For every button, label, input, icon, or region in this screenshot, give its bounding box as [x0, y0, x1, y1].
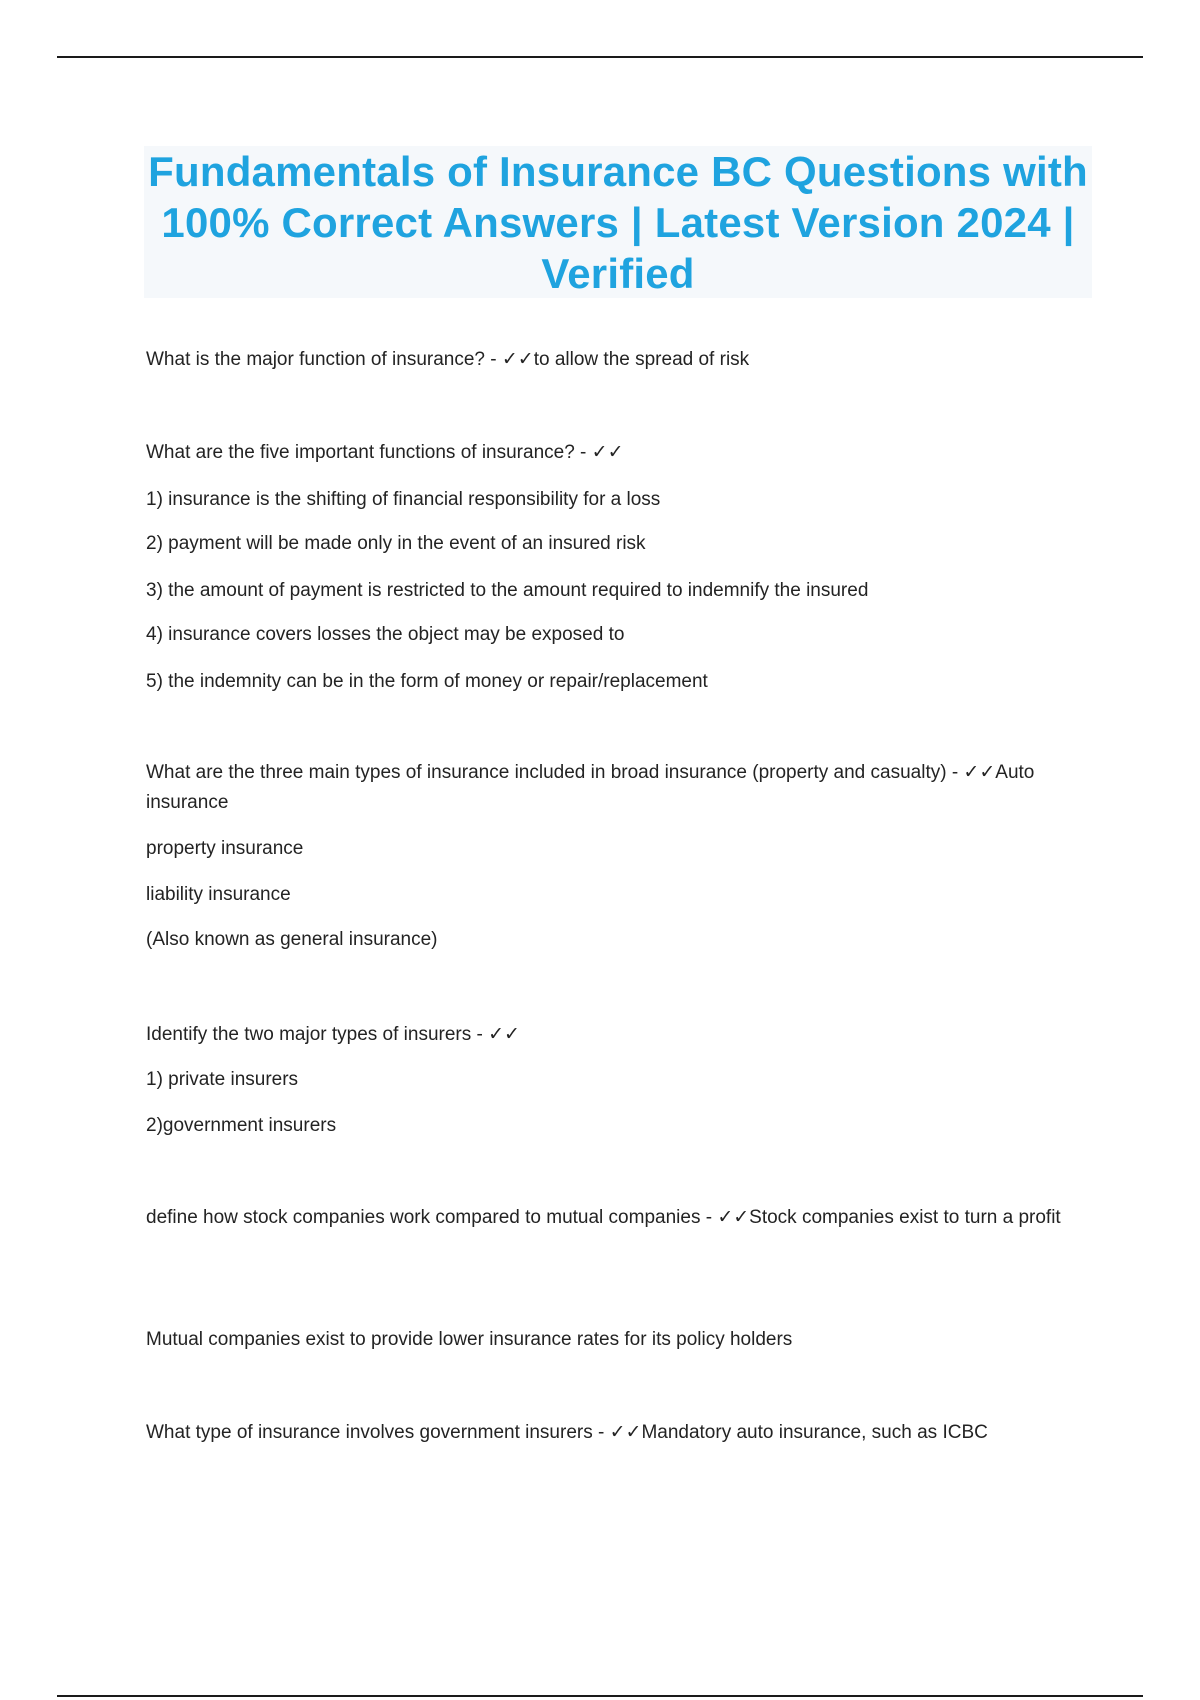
- list-item: 2)government insurers: [146, 1115, 337, 1136]
- question-6: Mutual companies exist to provide lower insurance rates for its policy holders: [146, 1329, 793, 1350]
- question-2: What are the five important functions of insurance? - ✓✓: [146, 442, 624, 463]
- question-1: What is the major function of insurance? - ✓✓to allow the spread of risk: [146, 349, 750, 370]
- title-banner: [144, 146, 1092, 298]
- question-7: What type of insurance involves government insurers - ✓✓Mandatory auto insurance, such as ICBC: [146, 1422, 988, 1443]
- top-rule: [57, 56, 1143, 58]
- question-3: What are the three main types of insurance included in broad insurance (property and casualty) - ✓✓Auto insurance: [146, 762, 1035, 813]
- question-5: define how stock companies work compared to mutual companies - ✓✓Stock companies exist to turn a profit: [146, 1207, 1061, 1228]
- list-item: 1) private insurers: [146, 1069, 299, 1090]
- list-item: liability insurance: [146, 884, 291, 905]
- bottom-rule: [57, 1695, 1143, 1697]
- list-item: 3) the amount of payment is restricted to the amount required to indemnify the insured: [146, 580, 869, 601]
- list-item: 4) insurance covers losses the object may be exposed to: [146, 624, 625, 645]
- list-item: 5) the indemnity can be in the form of money or repair/replacement: [146, 671, 708, 692]
- list-item: 2) payment will be made only in the event of an insured risk: [146, 533, 646, 554]
- list-item: (Also known as general insurance): [146, 929, 438, 950]
- document-title: Fundamentals of Insurance BC Questions with 100% Correct Answers | Latest Version 2024 | Verified: [148, 147, 1088, 297]
- question-4: Identify the two major types of insurers - ✓✓: [146, 1024, 520, 1045]
- list-item: 1) insurance is the shifting of financial responsibility for a loss: [146, 489, 661, 510]
- list-item: property insurance: [146, 838, 304, 859]
